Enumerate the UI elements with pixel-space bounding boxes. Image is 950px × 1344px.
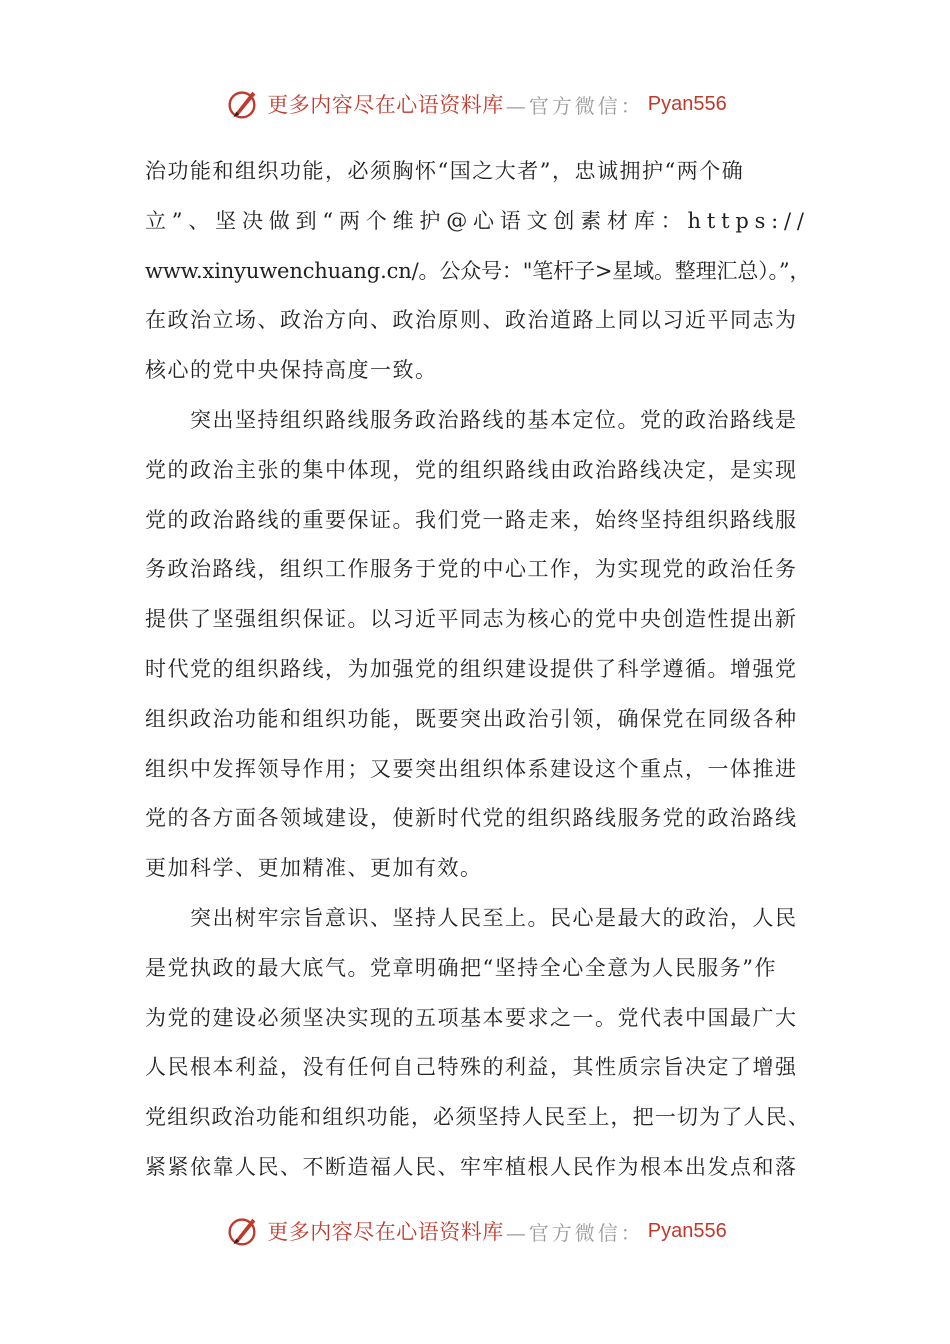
text-line: www.xinyuwenchuang.cn/。公众号："笔杆子>星域。整理汇总）。”， bbox=[145, 258, 811, 283]
text-line: 核心的党中央保持高度一致。 bbox=[145, 358, 438, 383]
text-line: 突出坚持组织路线服务政治路线的基本定位。党的政治路线是 bbox=[145, 407, 798, 432]
text-line: 人民根本利益，没有任何自己特殊的利益，其性质宗旨决定了增强 bbox=[145, 1055, 798, 1080]
banner-wechat-id: Pyan556 bbox=[647, 1219, 727, 1242]
footer-banner bbox=[0, 1209, 950, 1253]
banner-sub-text: —官方微信： bbox=[505, 1220, 644, 1245]
text-line: 党的政治路线的重要保证。我们党一路走来，始终坚持组织路线服 bbox=[145, 507, 798, 532]
text-line: 提供了坚强组织保证。以习近平同志为核心的党中央创造性提出新 bbox=[145, 607, 798, 632]
text-line: 在政治立场、政治方向、政治原则、政治道路上同以习近平同志为 bbox=[145, 308, 798, 333]
text-line: 治功能和组织功能，必须胸怀“国之大者”，忠诚拥护“两个确 bbox=[145, 159, 745, 183]
text-line: 立”、坚决做到“两个维护@心语文创素材库：https:// bbox=[145, 208, 810, 233]
text-line: 党组织政治功能和组织功能，必须坚持人民至上，把一切为了人民、 bbox=[145, 1105, 810, 1130]
text-line: 党的各方面各领域建设，使新时代党的组织路线服务党的政治路线 bbox=[145, 806, 798, 831]
header-banner bbox=[0, 82, 950, 126]
banner-wechat-id: Pyan556 bbox=[647, 92, 727, 115]
banner-main-text: 更多内容尽在心语资料库 bbox=[267, 1220, 504, 1244]
pen-logo-icon bbox=[223, 1212, 261, 1250]
text-line: 党的政治主张的集中体现，党的组织路线由政治路线决定，是实现 bbox=[145, 457, 798, 482]
text-line: 组织政治功能和组织功能，既要突出政治引领，确保党在同级各种 bbox=[145, 706, 798, 731]
banner-sub-text: —官方微信： bbox=[505, 93, 644, 118]
document-body bbox=[145, 147, 811, 1193]
text-line: 为党的建设必须坚决实现的五项基本要求之一。党代表中国最广大 bbox=[145, 1005, 798, 1030]
text-line: 是党执政的最大底气。党章明确把“坚持全心全意为人民服务”作 bbox=[145, 955, 777, 980]
text-line: 时代党的组织路线，为加强党的组织建设提供了科学遵循。增强党 bbox=[145, 656, 798, 681]
text-line: 紧紧依靠人民、不断造福人民、牢牢植根人民作为根本出发点和落 bbox=[145, 1154, 798, 1179]
text-line: 更加科学、更加精准、更加有效。 bbox=[145, 856, 483, 881]
pen-logo-icon bbox=[223, 85, 261, 123]
text-line: 务政治路线，组织工作服务于党的中心工作，为实现党的政治任务 bbox=[145, 557, 798, 582]
text-line: 组织中发挥领导作用；又要突出组织体系建设这个重点，一体推进 bbox=[145, 756, 798, 781]
banner-main-text: 更多内容尽在心语资料库 bbox=[267, 93, 504, 117]
text-line: 突出树牢宗旨意识、坚持人民至上。民心是最大的政治，人民 bbox=[145, 905, 798, 930]
